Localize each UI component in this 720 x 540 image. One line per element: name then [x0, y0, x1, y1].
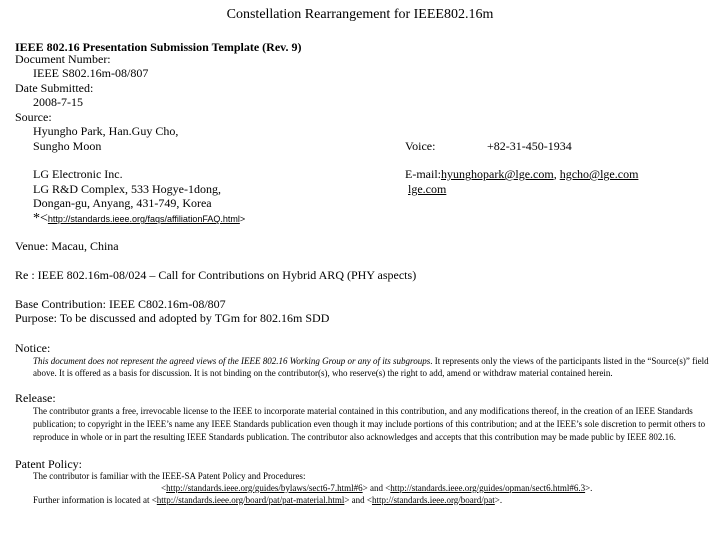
patent-label: Patent Policy:: [15, 457, 82, 471]
patent-link-4[interactable]: http://standards.ieee.org/board/pat: [371, 494, 495, 505]
purpose: Purpose: To be discussed and adopted by TGm for 802.16m SDD: [15, 311, 330, 325]
org-line-3: Dongan-gu, Anyang, 431-749, Korea: [33, 196, 212, 210]
org-line-1: LG Electronic Inc.: [33, 167, 123, 181]
patent-and-1: > and <: [362, 482, 391, 493]
email-line-2: [405, 182, 446, 197]
patent-end-2: >.: [494, 494, 503, 505]
email-link-3[interactable]: lge.com: [408, 182, 447, 196]
patent-link-3[interactable]: http://standards.ieee.org/board/pat/pat-material.html: [156, 494, 345, 505]
email-link-1[interactable]: hyunghopark@lge.com: [441, 167, 554, 181]
notice-label: Notice:: [15, 341, 51, 355]
authors-line-2: Sungho Moon: [33, 139, 102, 153]
email-line-1: [405, 167, 638, 182]
patent-line-3-prefix: Further information is located at <: [33, 494, 157, 505]
base-contribution: Base Contribution: IEEE C802.16m-08/807: [15, 297, 226, 311]
voice-label: Voice:: [405, 139, 436, 153]
org-line-2: LG R&D Complex, 533 Hogye-1dong,: [33, 182, 221, 196]
notice-italic: This document does not represent the agreed views of the IEEE 802.16 Working Group or any of its subgroups: [33, 356, 431, 366]
date-value: 2008-7-15: [33, 95, 83, 109]
notice-rest: . It represents only the views of the participants listed in the “Source(s)” field above. It is offered as a basis for discussion. It is not binding on the contributor(s), who reserve(s) the right to add, amend or withdraw material contained herein.: [33, 356, 709, 379]
doc-number-label: Document Number:: [15, 52, 111, 66]
patent-link-2[interactable]: http://standards.ieee.org/guides/opman/sect6.html#6.3: [390, 482, 586, 493]
affiliation-prefix: *<: [33, 211, 48, 226]
affiliation-line: [33, 209, 245, 227]
email-separator: ,: [553, 167, 557, 181]
voice-number: +82-31-450-1934: [487, 139, 572, 153]
release-label: Release:: [15, 391, 56, 405]
email-link-2[interactable]: hgcho@lge.com: [559, 167, 639, 181]
patent-line-3: [33, 495, 713, 507]
affiliation-suffix: >: [239, 214, 246, 224]
template-heading: IEEE 802.16 Presentation Submission Template (Rev. 9): [15, 40, 302, 54]
patent-and-2: > and <: [344, 494, 372, 505]
notice-paragraph: [33, 355, 713, 380]
source-label: Source:: [15, 110, 52, 124]
email-label: E-mail:: [405, 167, 441, 181]
affiliation-link[interactable]: http://standards.ieee.org/faqs/affiliationFAQ.html: [47, 214, 240, 224]
patent-line-2: <http://standards.ieee.org/guides/bylaws/sect6-7.html#6> and <http://standards.ieee.org/guides/opman/sect6.html#6.3>.: [161, 482, 593, 493]
patent-paragraph: [33, 471, 713, 506]
doc-number: IEEE S802.16m-08/807: [33, 66, 149, 80]
date-label: Date Submitted:: [15, 81, 94, 95]
patent-line-1: The contributor is familiar with the IEEE-SA Patent Policy and Procedures:: [33, 471, 306, 481]
slide-title: Constellation Rearrangement for IEEE802.16m: [226, 7, 494, 22]
re-line: Re : IEEE 802.16m-08/024 – Call for Contributions on Hybrid ARQ (PHY aspects): [15, 268, 417, 282]
patent-link-1[interactable]: http://standards.ieee.org/guides/bylaws/sect6-7.html#6: [166, 482, 363, 493]
authors-line-1: Hyungho Park, Han.Guy Cho,: [33, 124, 179, 138]
release-paragraph: The contributor grants a free, irrevocable license to the IEEE to incorporate material contained in this contribution, and any modifications thereof, in the creation of an IEEE Standards publication; to copyright in the IEEE’s name any IEEE Standards publication even though it may include portions of this contribution; and at the IEEE’s sole discretion to permit others to reproduce in whole or in part the resulting IEEE Standards publication. The contributor also acknowledges and accepts that this contribution may be made public by IEEE 802.16.: [33, 406, 706, 443]
venue: Venue: Macau, China: [15, 239, 119, 253]
patent-end-1: >.: [585, 482, 593, 493]
